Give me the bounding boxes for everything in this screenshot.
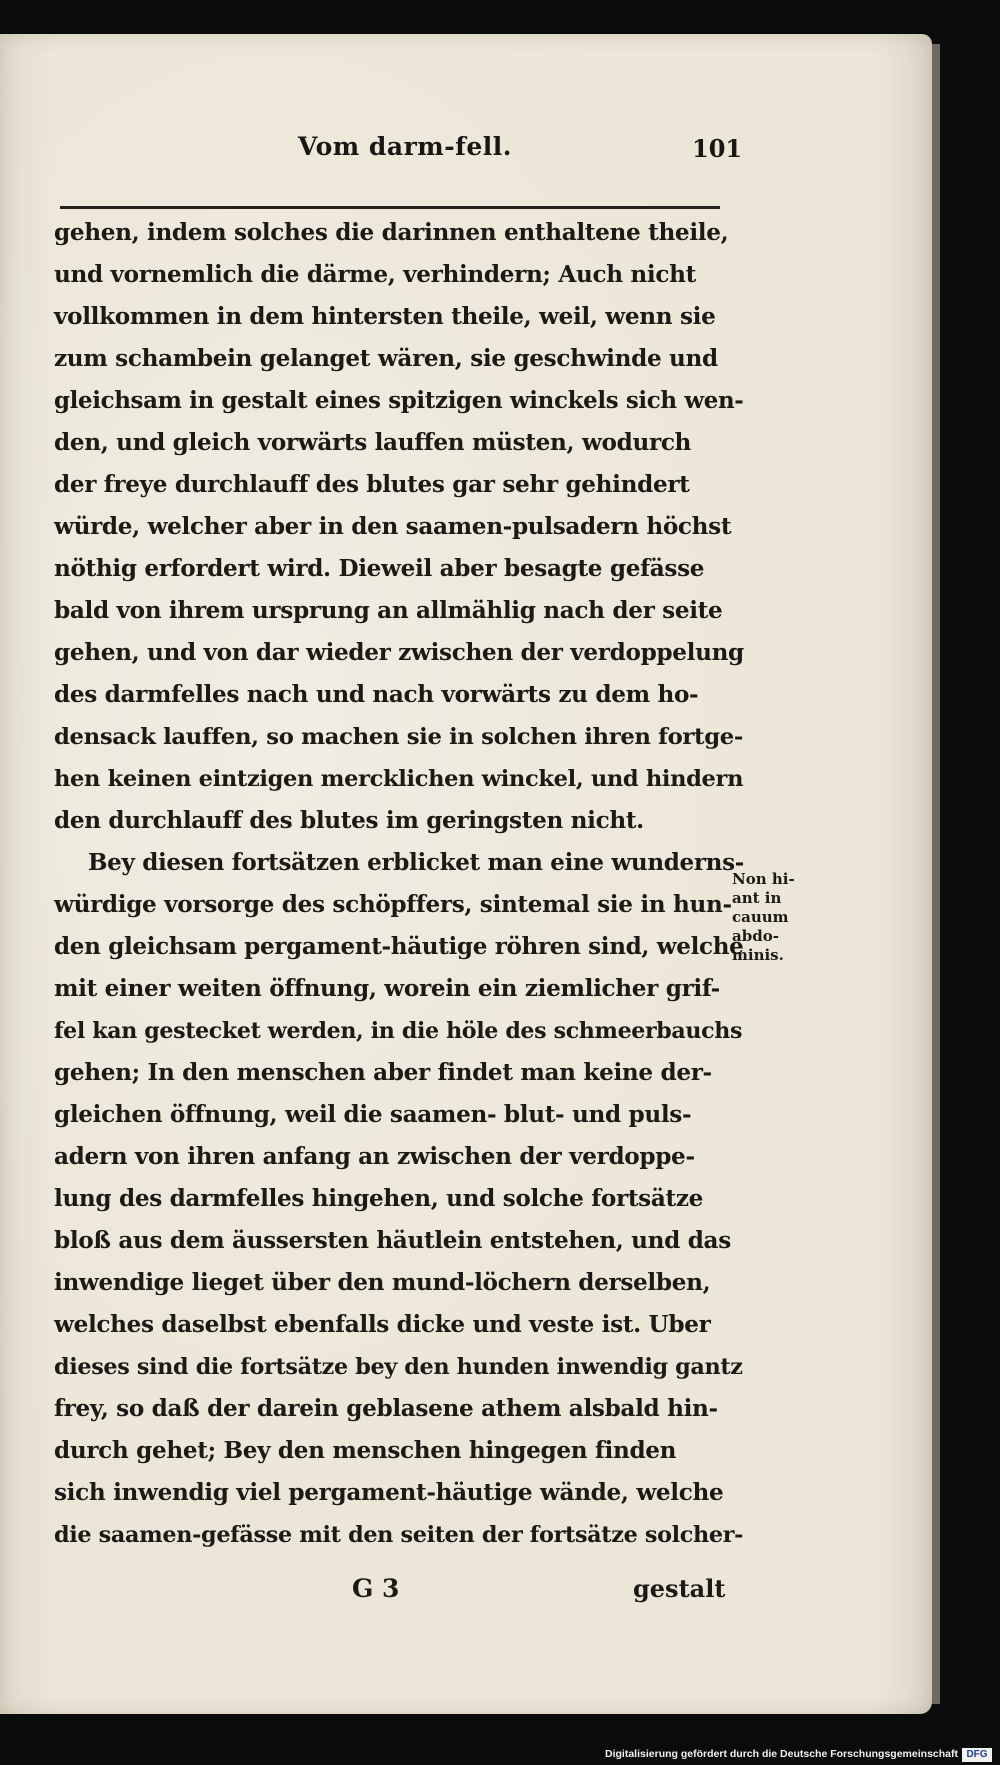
text-line: würdige vorsorge des schöpffers, sintemal sie in hun-	[54, 891, 732, 918]
text-line: bald von ihrem ursprung an allmählig nach der seite	[54, 597, 723, 624]
signature-mark: G 3	[352, 1574, 400, 1603]
text-line: fel kan gestecket werden, in die höle des schmeerbauchs	[54, 1018, 743, 1044]
text-line: lung des darmfelles hingehen, und solche fortsätze	[54, 1185, 704, 1212]
margin-note-line: cauum	[732, 908, 789, 926]
margin-note-line: ant in	[732, 889, 782, 907]
dfg-logo: DFG	[962, 1748, 992, 1762]
text-line: vollkommen in dem hintersten theile, weil, wenn sie	[54, 303, 716, 330]
text-line: Bey diesen fortsätzen erblicket man eine wunderns-	[88, 849, 744, 876]
page-number: 101	[692, 134, 743, 163]
text-line: hen keinen eintzigen mercklichen winckel, und hindern	[54, 766, 744, 792]
text-line: gleichsam in gestalt eines spitzigen winckels sich wen-	[54, 387, 744, 414]
text-line: mit einer weiten öffnung, worein ein ziemlicher grif-	[54, 975, 720, 1002]
text-line: zum schambein gelanget wären, sie geschwinde und	[54, 345, 718, 372]
page-footer	[0, 1574, 932, 1614]
text-line: des darmfelles nach und nach vorwärts zu dem ho-	[54, 681, 699, 708]
text-line: dieses sind die fortsätze bey den hunden inwendig gantz	[54, 1354, 743, 1380]
text-line: gehen, und von dar wieder zwischen der verdoppelung	[54, 639, 744, 666]
book-page	[0, 34, 932, 1714]
text-line: würde, welcher aber in den saamen-pulsadern höchst	[54, 513, 732, 540]
page-header	[0, 132, 932, 172]
text-line: gehen, indem solches die darinnen enthaltene theile,	[54, 219, 729, 246]
text-line: gehen; In den menschen aber findet man keine der-	[54, 1059, 712, 1086]
text-line: welches daselbst ebenfalls dicke und veste ist. Uber	[54, 1311, 711, 1338]
header-rule	[60, 206, 720, 209]
text-line: densack lauffen, so machen sie in solchen ihren fortge-	[54, 724, 743, 750]
margin-note-line: minis.	[732, 946, 784, 964]
catchword: gestalt	[633, 1574, 726, 1603]
text-line: die saamen-gefässe mit den seiten der fortsätze solcher-	[54, 1522, 744, 1548]
text-line: und vornemlich die därme, verhindern; Auch nicht	[54, 261, 696, 288]
text-line: den gleichsam pergament-häutige röhren sind, welche	[54, 933, 744, 960]
running-head: Vom darm-fell.	[298, 132, 512, 161]
text-line: gleichen öffnung, weil die saamen- blut- und puls-	[54, 1101, 692, 1128]
funding-credit: Digitalisierung gefördert durch die Deutsche Forschungsgemeinschaft	[605, 1748, 958, 1760]
credit-bar	[0, 1745, 1000, 1765]
margin-note	[732, 870, 802, 965]
text-line: bloß aus dem äussersten häutlein entstehen, und das	[54, 1227, 731, 1254]
text-line: adern von ihren anfang an zwischen der verdoppe-	[54, 1143, 695, 1170]
text-line: nöthig erfordert wird. Dieweil aber besagte gefässe	[54, 555, 705, 582]
text-line: sich inwendig viel pergament-häutige wände, welche	[54, 1479, 724, 1506]
text-line: durch gehet; Bey den menschen hingegen finden	[54, 1437, 677, 1464]
margin-note-line: Non hi-	[732, 870, 795, 888]
text-line: der freye durchlauff des blutes gar sehr gehindert	[54, 471, 690, 498]
text-line: den, und gleich vorwärts lauffen müsten, wodurch	[54, 429, 692, 456]
text-line: inwendige lieget über den mund-löchern derselben,	[54, 1269, 711, 1296]
text-line: den durchlauff des blutes im geringsten nicht.	[54, 807, 644, 834]
text-line: frey, so daß der darein geblasene athem alsbald hin-	[54, 1395, 718, 1422]
body-text	[54, 212, 754, 1556]
margin-note-line: abdo-	[732, 927, 779, 945]
